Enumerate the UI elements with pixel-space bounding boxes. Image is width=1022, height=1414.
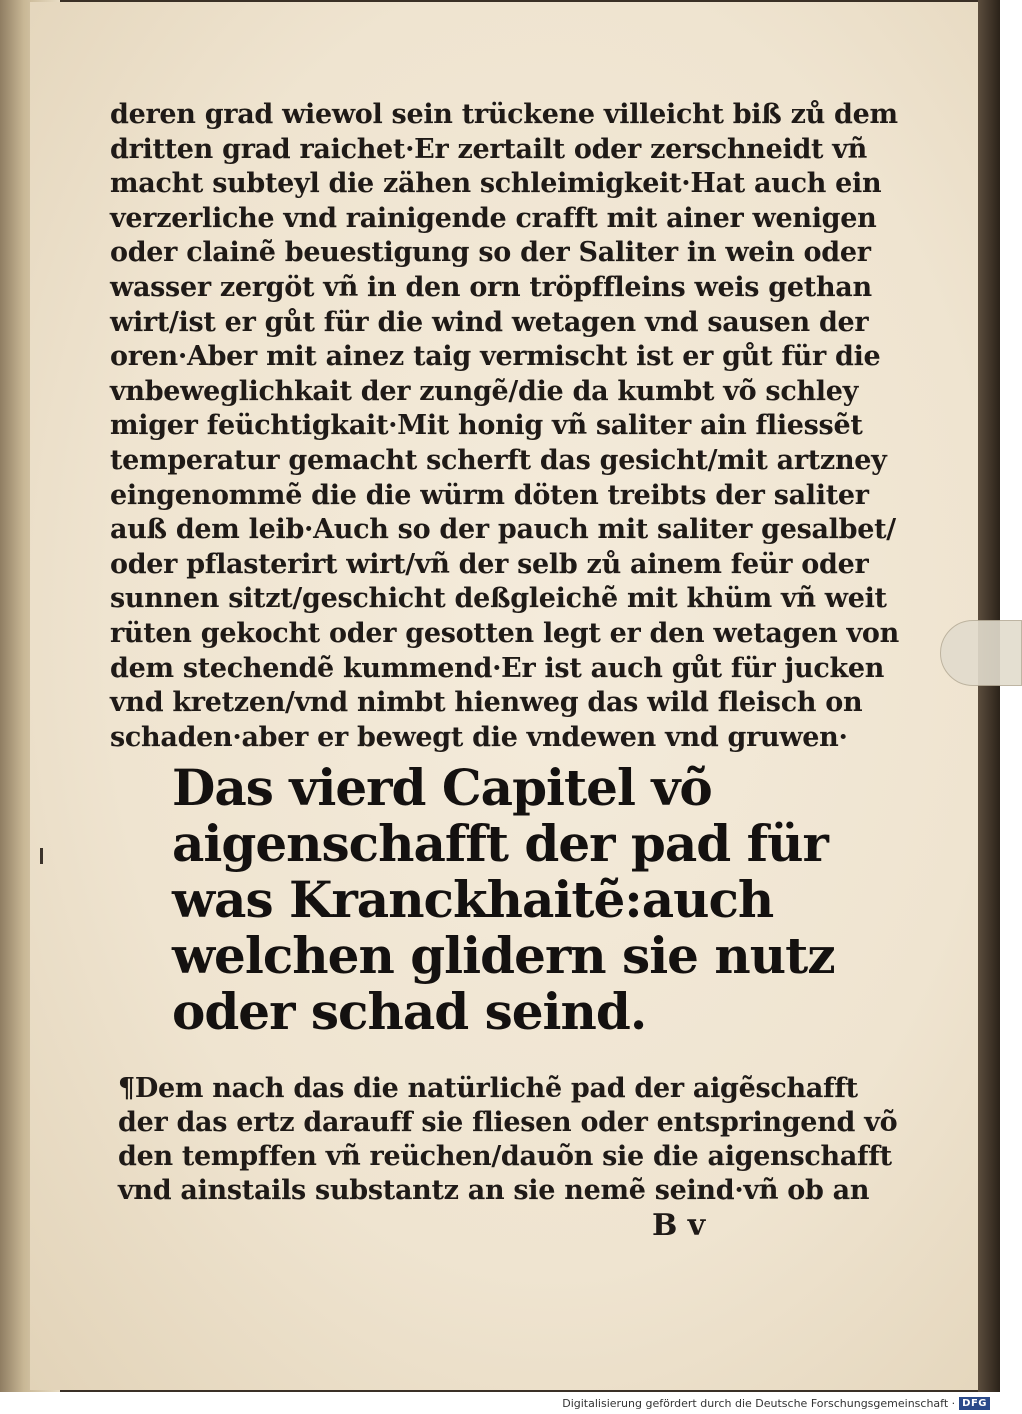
text-line: vnd kretzen/vnd nimbt hienweg das wild fleisch on (110, 687, 863, 719)
heading-line: welchen glidern sie nutz (172, 926, 835, 985)
text-line: eingenommẽ die die würm döten treibts der saliter (110, 479, 869, 511)
text-line: wirt/ist er gůt für die wind wetagen vnd sausen der (110, 306, 869, 338)
text-line: oder clainẽ beuestigung so der Saliter in wein oder (110, 237, 871, 269)
text-line: vnd ainstails substantz an sie nemẽ seind·vñ ob an (118, 1175, 870, 1206)
footer (0, 1392, 1000, 1414)
paragraph-2 (118, 1072, 898, 1208)
paper-tab-marker (940, 620, 1022, 686)
text-line: den tempffen vñ reüchen/dauõn sie die aigenschafft (118, 1141, 892, 1172)
text-line: wasser zergöt vñ in den orn tröpffleins weis gethan (110, 271, 872, 303)
dfg-logo: DFG (959, 1397, 990, 1410)
text-line: miger feüchtigkait·Mit honig vñ saliter ain fliessẽt (110, 410, 863, 442)
text-line: der das ertz darauff sie fliesen oder entspringend võ (118, 1107, 898, 1138)
heading-line: was Kranckhaitẽ:auch (172, 870, 774, 929)
paragraph-1 (110, 98, 899, 755)
text-line: sunnen sitzt/geschicht deßgleichẽ mit khüm vñ weit (110, 583, 887, 615)
heading-line: oder schad seind. (172, 982, 647, 1041)
signature-mark: B v (652, 1208, 706, 1243)
text-line: dem stechendẽ kummend·Er ist auch gůt für jucken (110, 652, 885, 684)
text-line: oren·Aber mit ainez taig vermischt ist er gůt für die (110, 341, 881, 373)
text-line: deren grad wiewol sein trückene villeicht biß zů dem (110, 99, 898, 130)
heading-line: Das vierd Capitel võ (172, 758, 712, 817)
margin-mark (40, 848, 43, 864)
text-line: temperatur gemacht scherft das gesicht/mit artzney (110, 444, 887, 476)
text-line: ¶Dem nach das die natürlichẽ pad der aigẽschafft (118, 1073, 858, 1104)
text-line: verzerliche vnd rainigende crafft mit ainer wenigen (110, 202, 877, 234)
text-line: oder pflasterirt wirt/vñ der selb zů ainem feür oder (110, 548, 869, 580)
text-line: schaden·aber er bewegt die vndewen vnd gruwen· (110, 721, 848, 753)
footer-credit: Digitalisierung gefördert durch die Deutsche Forschungsgemeinschaft · (562, 1396, 956, 1410)
text-line: vnbeweglichkait der zungẽ/die da kumbt võ schley (110, 375, 859, 407)
chapter-heading (172, 758, 835, 1041)
text-line: auß dem leib·Auch so der pauch mit saliter gesalbet/ (110, 514, 896, 546)
heading-line: aigenschafft der pad für (172, 814, 828, 873)
text-line: dritten grad raichet·Er zertailt oder zerschneidt vñ (110, 133, 868, 165)
page-right-strip (978, 0, 1000, 1392)
text-line: rüten gekocht oder gesotten legt er den wetagen von (110, 617, 899, 649)
text-line: macht subteyl die zähen schleimigkeit·Hat auch ein (110, 168, 882, 200)
